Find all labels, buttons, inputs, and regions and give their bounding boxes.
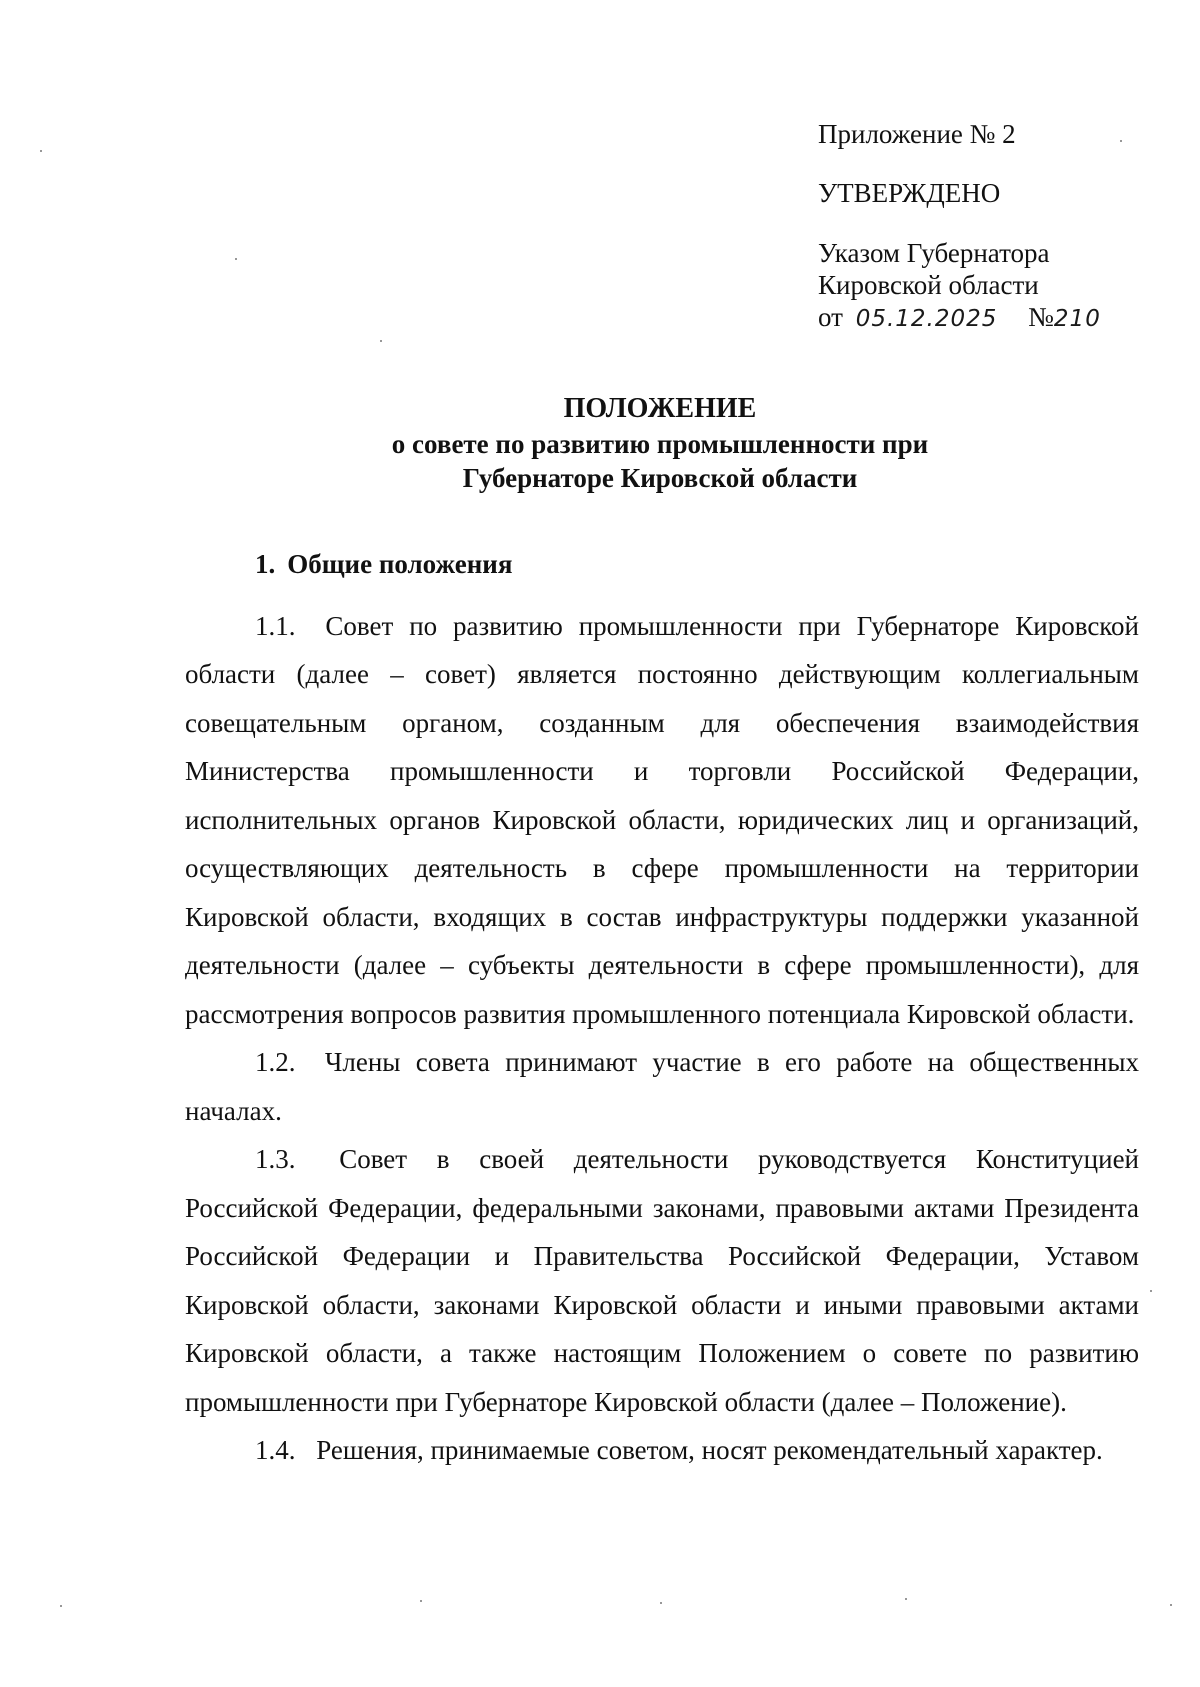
decree-date-line: [818, 301, 1148, 335]
paragraph-number: 1.3.: [255, 1144, 296, 1174]
approved-label: УТВЕРЖДЕНО: [818, 178, 1001, 208]
paragraph-number: 1.4.: [255, 1435, 296, 1465]
title-main: ПОЛОЖЕНИЕ: [563, 393, 757, 424]
handwritten-number: 210: [1053, 306, 1101, 332]
paragraph-1-2: [185, 1038, 1139, 1135]
appendix-label: Приложение № 2: [818, 119, 1016, 149]
approval-block: [818, 118, 1148, 335]
section-number: 1.: [255, 549, 276, 579]
date-prefix: от: [818, 302, 843, 332]
document-body: [185, 540, 1139, 1475]
section-heading-text: Общие положения: [287, 549, 513, 579]
paragraph-text: Совет в своей деятельности руководствуется Конституцией Российской Федерации, федеральными законами, правовыми актами Президента Российской Федерации и Правительства Российской Федерации, Уставом Кировской области, законами Кировской области и иными правовыми актами Кировской области, а также настоящим Положением о совете по развитию промышленности при Губернаторе Кировской области (далее – Положение).: [185, 1144, 1140, 1417]
paragraph-text: Решения, принимаемые советом, носят рекомендательный характер.: [316, 1435, 1103, 1465]
number-prefix: №: [1028, 302, 1054, 332]
section-heading: [185, 540, 1139, 589]
paragraph-text: Совет по развитию промышленности при Губернаторе Кировской области (далее – совет) является постоянно действующим коллегиальным совещательным органом, созданным для обеспечения взаимодействия Министерства промышленности и торговли Российской Федерации, исполнительных органов Кировской области, юридических лиц и организаций, осуществляющих деятельность в сфере промышленности на территории Кировской области, входящих в состав инфраструктуры поддержки указанной деятельности (далее – субъекты деятельности в сфере промышленности), для рассмотрения вопросов развития промышленного потенциала Кировской области.: [185, 610, 1139, 1029]
decree-line-1: Указом Губернатора: [818, 238, 1050, 268]
title-line-3: Губернаторе Кировской области: [462, 463, 858, 493]
paragraph-number: 1.1.: [255, 610, 296, 641]
document-title: [185, 392, 1135, 495]
scan-speck: [1150, 1290, 1152, 1292]
scan-speck: [235, 258, 237, 260]
paragraph-number: 1.2.: [255, 1047, 296, 1077]
scan-speck: [660, 1602, 662, 1604]
scan-speck: [1170, 1604, 1172, 1606]
paragraph-1-1: [185, 602, 1139, 1039]
paragraph-1-3: [185, 1135, 1139, 1426]
scan-speck: [40, 150, 42, 152]
handwritten-date: 05.12.2025: [855, 306, 998, 332]
scan-speck: [905, 1598, 907, 1600]
scan-speck: [1120, 140, 1122, 142]
decree-line-2: Кировской области: [818, 270, 1039, 300]
scan-speck: [60, 1605, 62, 1607]
scan-speck: [380, 340, 382, 342]
scan-speck: [420, 1600, 422, 1602]
paragraph-1-4: [185, 1426, 1139, 1475]
paragraph-text: Члены совета принимают участие в его работе на общественных началах.: [185, 1047, 1140, 1126]
title-line-2: о совете по развитию промышленности при: [391, 429, 929, 459]
